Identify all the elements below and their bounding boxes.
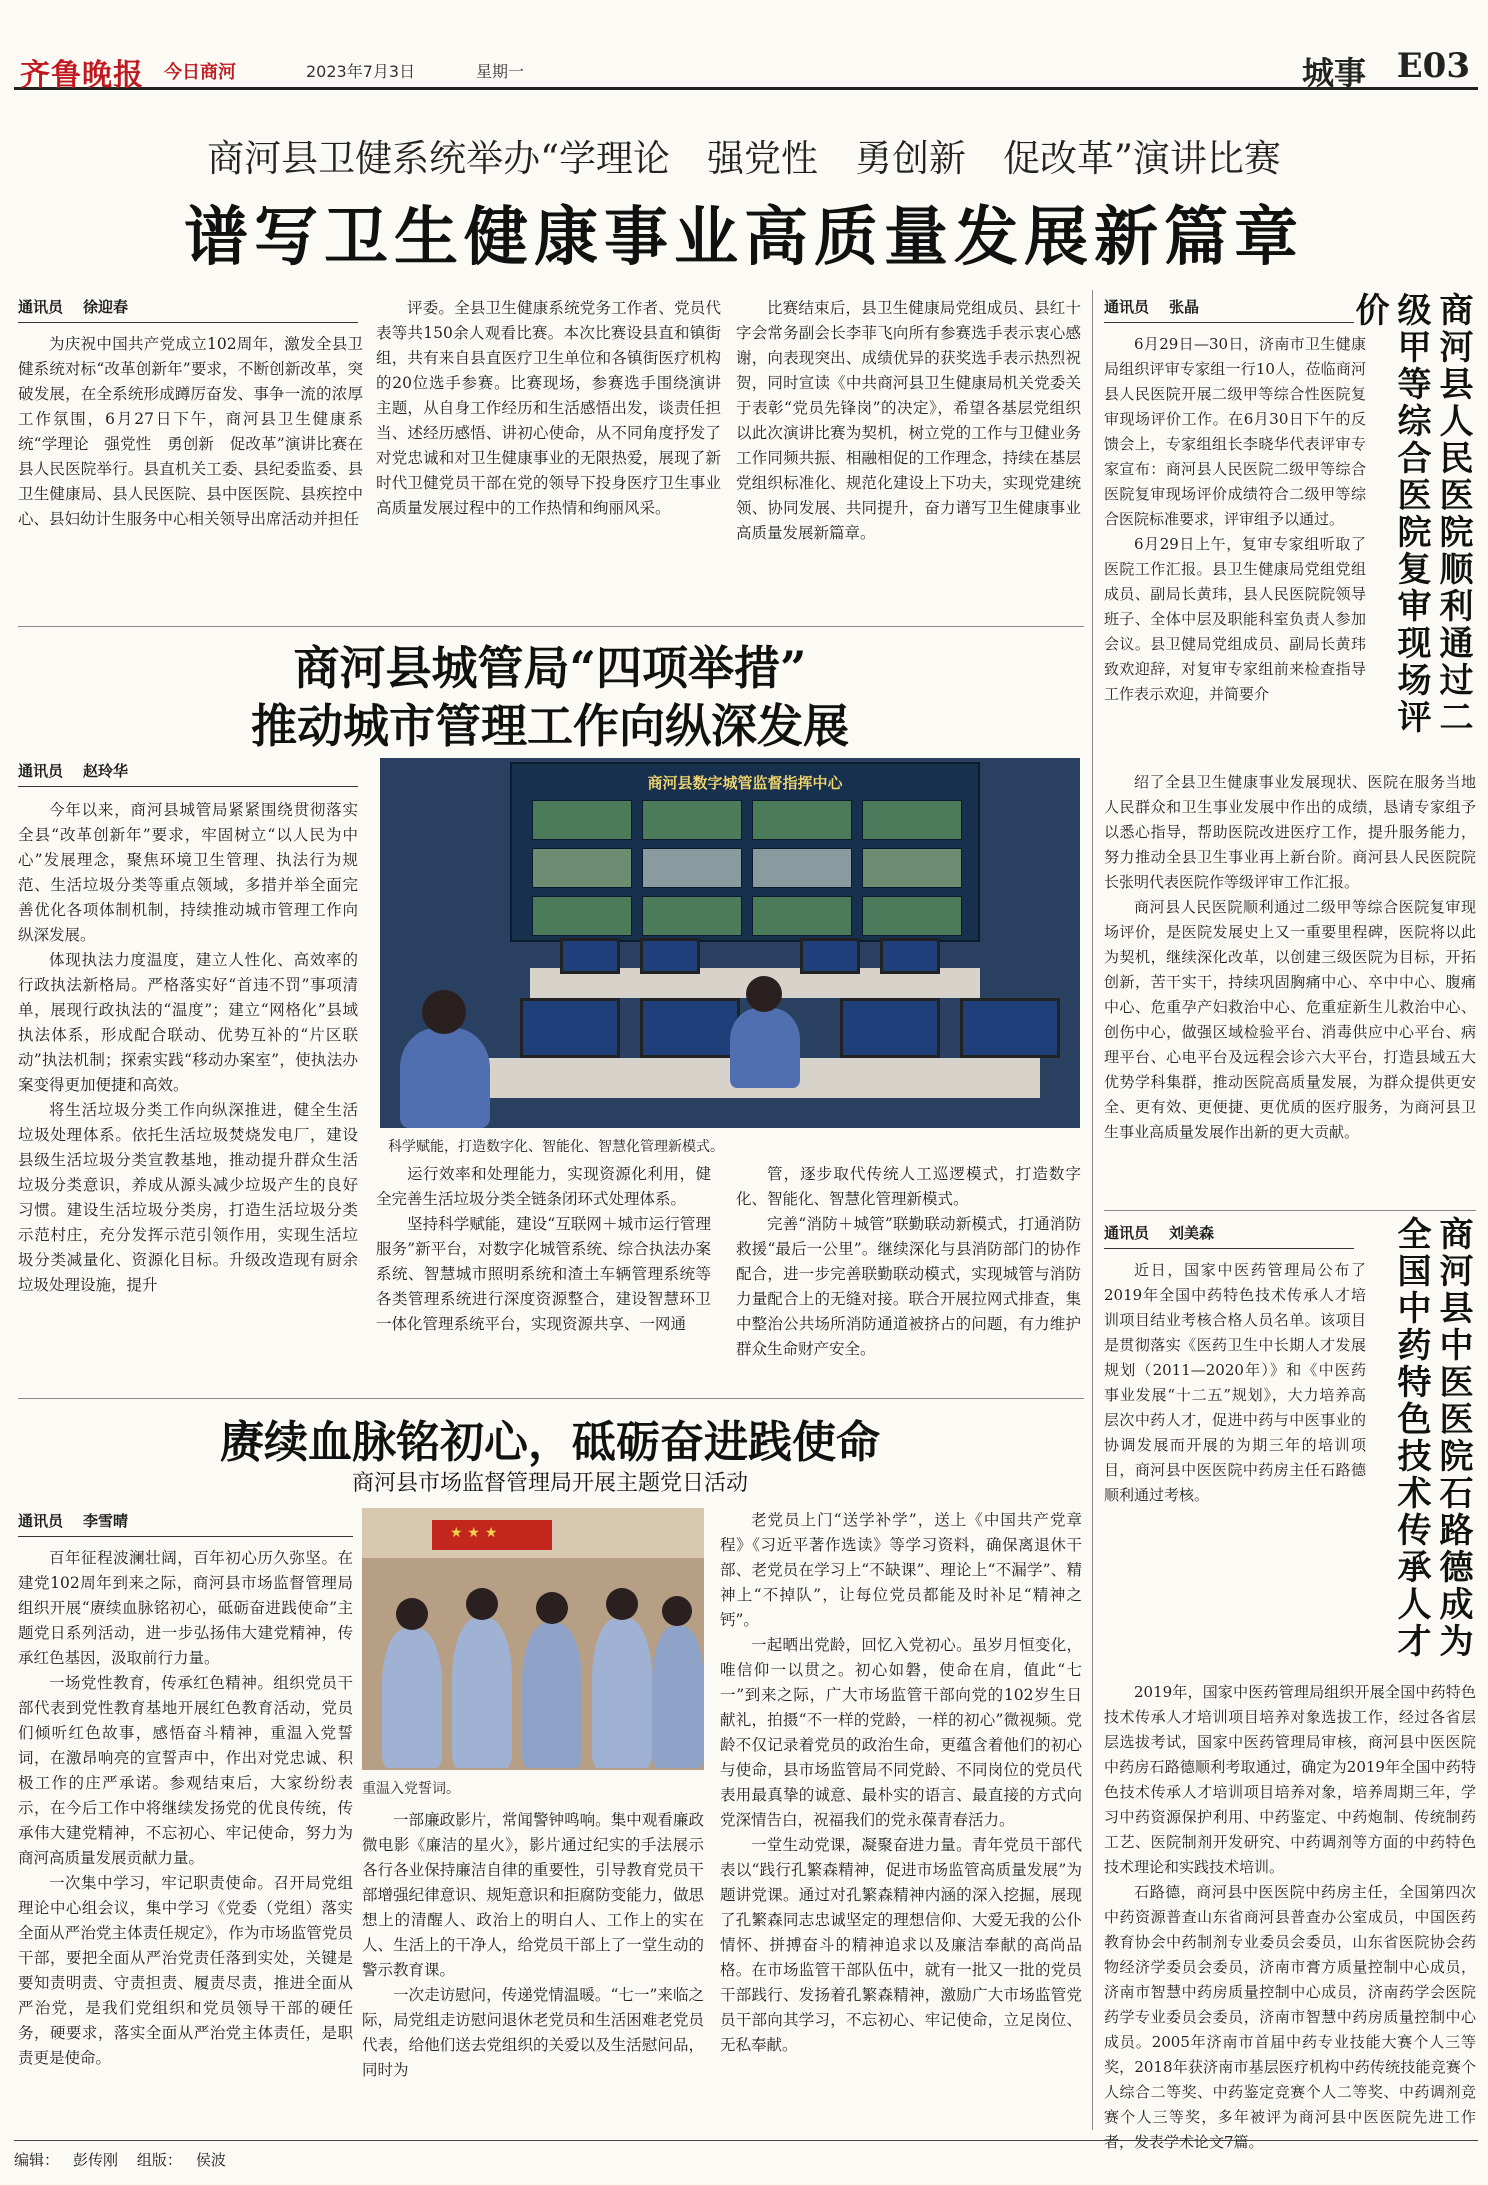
masthead (14, 44, 1478, 93)
byline-label: 通讯员 (1104, 298, 1150, 316)
wall-screen (642, 848, 742, 888)
banner-glyph: ★ ★ ★ (450, 1525, 498, 1541)
article4-byline (1104, 296, 1354, 323)
article4-bottom-rule (1104, 1210, 1476, 1211)
byline-name: 李雪晴 (83, 1512, 129, 1530)
article2-title-line2: 推动城市管理工作向纵深发展 (251, 699, 849, 753)
editor-name: 彭传刚 (73, 2151, 119, 2169)
article1-title: 谱写卫生健康事业高质量发展新篇章 (184, 200, 1304, 275)
oath-photo (362, 1508, 704, 1770)
article3-photo-caption: 重温入党誓词。 (362, 1781, 460, 1797)
member-head (536, 1592, 568, 1624)
article2-column-2: 运行效率和处理能力，实现资源化利用，健全完善生活垃圾分类全链条闭环式处理体系。 坚持科学赋能，建设“互联网＋城市运行管理服务”新平台，对数字化城管系统、综合执法办案系统、智慧城市照明系统和渣土车辆管理系统等各类管理系统进行深度资源整合，建设智慧环卫一体化管理系统平台，实现资源共享、一网通 (376, 1165, 711, 1333)
layout-name: 侯波 (195, 2151, 226, 2169)
wall-screen (532, 848, 632, 888)
byline-label: 通讯员 (18, 298, 64, 316)
article5-body-bottom: 2019年，国家中医药管理局组织开展全国中药特色技术传承人才培训项目培养对象选拔工作，经过各省层层选拔考试，国家中医药管理局审核，商河县中医医院中药房石路德顺利考取通过，确定为2019年全国中药特色技术传承人才培训项目培养对象，培养周期三年，学习中药资源保护利用、中药鉴定、中药炮制、传统制药工艺、医院制剂开发研究、中药调剂等方面的中药特色技术理论和实践技术培训。 石路德，商河县中医医院中药房主任，全国第四次中药资源普查山东省商河县普查办公室成员，中国医药教育协会中药制剂专业委员会委员，山东省医院协会药物经济学委员会委员，济南市膏方质量控制中心成员，济南市智慧中药房质量控制中心成员，济南药学会医院药学专业委员会委员，济南市智慧中药房质量控制中心成员。2005年济南市首届中药专业技能大赛个人三等奖，2018年获济南市基层医疗机构中药传统技能竞赛个人综合二等奖、中药鉴定竞赛个人二等奖、中药调剂竞赛个人三等奖，多年被评为商河县中医医院先进工作者，发表学术论文7篇。 (1104, 1683, 1476, 2151)
right-column-divider (1092, 290, 1093, 2130)
article2-column-1: 今年以来，商河县城管局紧紧围绕贯彻落实全县“改革创新年”要求，牢固树立“以人民为中心”发展理念，聚焦环境卫生管理、执法行为规范、生活垃圾分类等重点领域，多措并举全面完善优化各项体制机制，持续推动城市管理工作向纵深发展。 体现执法力度温度，建立人性化、高效率的行政执法新格局。严格落实好“首违不罚”事项清单，展现行政执法的“温度”；建立“网格化”县域执法体系，形成配合联动、优势互补的“片区联动”执法机制；探索实践“移动办案室”，使执法办案变得更加便捷和高效。 将生活垃圾分类工作向纵深推进，健全生活垃圾处理体系。依托生活垃圾焚烧发电厂，建设县级生活垃圾分类宣教基地，推动提升群众生活垃圾分类意识，养成从源头减少垃圾产生的良好习惯。建设生活垃圾分类房，打造生活垃圾分类示范村庄，充分发挥示范引领作用，实现生活垃圾分类减量化、资源化目标。升级改造现有厨余垃圾处理设施，提升 (18, 801, 358, 1294)
byline-name: 张晶 (1169, 298, 1200, 316)
monitor (640, 938, 700, 974)
page-number: E03 (1396, 46, 1470, 86)
party-member (592, 1618, 652, 1768)
article1-bottom-rule (18, 626, 1084, 627)
editor-label: 编辑： (14, 2151, 60, 2169)
article5-body-top: 近日，国家中医药管理局公布了2019年全国中药特色技术传承人才培训项目结业考核合格人员名单。该项目是贯彻落实《医药卫生中长期人才发展规划（2011—2020年）》和《中医药事业发展“十二五”规划》，大力培养高层次中药人才，促进中药与中医事业的协调发展而开展的为期三年的培训项目，商河县中医医院中药房主任石路德顺利通过考核。 (1104, 1261, 1366, 1504)
member-head (606, 1588, 638, 1620)
staff-person (730, 1008, 800, 1088)
byline-label: 通讯员 (18, 1512, 64, 1530)
wall-screen (642, 896, 742, 936)
article5-title: 商河县中医医院石路德成为全国中药特色技术传承人才 (1391, 1216, 1473, 1660)
party-member (382, 1628, 442, 1768)
byline-name: 徐迎春 (83, 298, 129, 316)
article4-body-top: 6月29日—30日，济南市卫生健康局组织评审专家组一行10人，莅临商河县人民医院开展二级甲等综合性医院复审现场评价工作。在6月30日下午的反馈会上，专家组组长李晓华代表评审专家宣布：商河县人民医院二级甲等综合医院复审现场评价成绩符合二级甲等综合医院标准要求，评审组予以通过。 6月29日上午，复审专家组听取了医院工作汇报。县卫生健康局党组党组成员、副局长黄玮，县人民医院院领导班子、全体中层及职能科室负责人参加会议。县卫健局党组成员、副局长黄玮致欢迎辞，对复审专家组前来检查指导工作表示欢迎，并简要介 (1104, 335, 1366, 703)
article2-bottom-rule (18, 1398, 1084, 1399)
edition-name: 今日商河 (164, 62, 236, 83)
staff-head (746, 976, 782, 1012)
newspaper-logo: 齐鲁晚报 (20, 58, 144, 93)
monitor (800, 938, 860, 974)
member-head (466, 1588, 498, 1620)
wall-screen (642, 800, 742, 840)
article3-title: 赓续血脉铭初心，砥砺奋进践使命 (220, 1417, 880, 1468)
wall-screen (752, 800, 852, 840)
member-head (662, 1596, 692, 1626)
monitor (640, 998, 740, 1058)
article2-byline (18, 760, 358, 787)
article1-column-3: 比赛结束后，县卫生健康局党组成员、县红十字会常务副会长李菲飞向所有参赛选手表示衷心感谢，向表现突出、成绩优异的获奖选手表示热烈祝贺，同时宣读《中共商河县卫生健康局机关党委关于表彰“党员先锋岗”的决定》，希望各基层党组织以此次演讲比赛为契机，树立党的工作与卫健业务工作同频共振、相融相促的工作理念，持续在基层党组织标准化、规范化建设上下功夫，实现党建统领、协同发展、共同提升，奋力谱写卫生健康事业高质量发展新篇章。 (736, 299, 1081, 542)
article1-subtitle: 商河县卫健系统举办“学理论 强党性 勇创新 促改革”演讲比赛 (207, 137, 1281, 180)
monitor (520, 998, 620, 1058)
article3-column-2: 一部廉政影片，常闻警钟鸣响。集中观看廉政微电影《廉洁的星火》，影片通过纪实的手法展示各行各业保持廉洁自律的重要性，引导教育党员干部增强纪律意识、规矩意识和拒腐防变能力，做思想上的清醒人、政治上的明白人、工作上的实在人、生活上的干净人，给党员干部上了一堂生动的警示教育课。 一次走访慰问，传递党情温暖。“七一”来临之际，局党组走访慰问退休老党员和生活困难老党员代表，给他们送去党组织的关爱以及生活慰问品，同时为 (362, 1811, 704, 2079)
monitor (880, 938, 940, 974)
staff-person (400, 1028, 490, 1128)
article4-body-bottom: 绍了全县卫生健康事业发展现状、医院在服务当地人民群众和卫生事业发展中作出的成绩，恳请专家组予以悉心指导，帮助医院改进医疗工作，提升服务能力，努力推动全县卫生事业再上新台阶。商河县人民医院院长张明代表医院作等级评审工作汇报。 商河县人民医院顺利通过二级甲等综合医院复审现场评价，是医院发展史上又一重要里程碑，医院将以此为契机，继续深化改革，以创建三级医院为目标，开拓创新，苦干实干，持续巩固胸痛中心、卒中中心、腹痛中心、危重孕产妇救治中心、危重症新生儿救治中心、创伤中心，做强区域检验平台、消毒供应中心平台、病理平台、心电平台及远程会诊六大平台，打造县域五大优势学科集群，推动医院高质量发展，为群众提供更安全、更有效、更便捷、更优质的医疗服务，为商河县卫生事业高质量发展作出新的更大贡献。 (1104, 773, 1476, 1141)
staff-head (422, 990, 466, 1034)
article3-column-3: 老党员上门“送学补学”，送上《中国共产党章程》《习近平著作选读》等学习资料，确保离退休干部、老党员在学习上“不缺课”、理论上“不漏学”、精神上“不掉队”，让每位党员都能及时补足“精神之钙”。 一起晒出党龄，回忆入党初心。虽岁月恒变化，唯信仰一以贯之。初心如磐，使命在肩，值此“七一”到来之际，广大市场监管干部向党的102岁生日献礼，拍摄“不一样的党龄，一样的初心”微视频。党龄不仅记录着党员的政治生命，更蕴含着他们的初心与使命，县市场监管局不同党龄、不同岗位的党员代表用最真挚的诚意、最朴实的语言、最直接的方式向党深情告白，祝福我们的党永葆青春活力。 一堂生动党课，凝聚奋进力量。青年党员干部代表以“践行孔繁森精神，促进市场监管高质量发展”为题讲党课。通过对孔繁森精神内涵的深入挖掘，展现了孔繁森同志忠诚坚定的理想信仰、大爱无我的公仆情怀、拼搏奋斗的精神追求以及廉洁奉献的高尚品格。在市场监管干部队伍中，就有一批又一批的党员干部践行、发扬着孔繁森精神，激励广大市场监管党员干部向其学习，不忘初心、牢记使命，立足岗位、无私奉献。 (720, 1511, 1082, 2054)
monitor (560, 938, 620, 974)
member-head (396, 1598, 428, 1630)
article4-title: 商河县人民医院顺利通过二级甲等综合医院复审现场评价 (1349, 292, 1473, 736)
wall-screen (752, 896, 852, 936)
party-member (522, 1623, 582, 1768)
wall-screen (862, 896, 962, 936)
wall-screen (532, 896, 632, 936)
article1-column-1: 为庆祝中国共产党成立102周年，激发全县卫健系统对标“改革创新年”要求，不断创新改革，突破发展，在全系统形成蹲厉奋发、事争一流的浓厚工作氛围，6月27日下午，商河县卫生健康系统“学理论 强党性 勇创新 促改革”演讲比赛在县人民医院举行。县直机关工委、县纪委监委、县卫生健康局、县人民医院、县中医医院、县疾控中心、县妇幼计生服务中心相关领导出席活动并担任 (18, 335, 363, 528)
wall-screen (862, 800, 962, 840)
wall-screen (752, 848, 852, 888)
article3-column-1: 百年征程波澜壮阔，百年初心历久弥坚。在建党102周年到来之际，商河县市场监督管理局组织开展“赓续血脉铭初心，砥砺奋进践使命”主题党日系列活动，进一步弘扬伟大建党精神，传承红色基因，汲取前行力量。 一场党性教育，传承红色精神。组织党员干部代表到党性教育基地开展红色教育活动，党员们倾听红色故事，感悟奋斗精神，重温入党誓词，在激昂响亮的宣誓声中，作出对党忠诚、积极工作的庄严承诺。参观结束后，大家纷纷表示，在今后工作中将继续发扬党的优良传统，传承伟大建党精神，不忘初心、牢记使命，努力为商河高质量发展贡献力量。 一次集中学习，牢记职责使命。召开局党组理论中心组会议，集中学习《党委（党组）落实全面从严治党主体责任规定》，作为市场监管党员干部，要把全面从严治党责任落到实处，关键是要知责明责、守责担责、履责尽责，推进全面从严治党，是我们党组织和党员领导干部的硬任务，硬要求，落实全面从严治党主体责任，是职责更是使命。 (18, 1549, 353, 2067)
photo-banner-text: 商河县数字城管监督指挥中心 (647, 774, 843, 792)
monitor (960, 998, 1060, 1058)
video-wall (510, 762, 980, 942)
article2-title-line1: 商河县城管局“四项举措” (293, 641, 807, 695)
layout-label: 组版： (136, 2151, 182, 2169)
wall-screen (862, 848, 962, 888)
article1-byline (18, 296, 358, 323)
command-center-photo (380, 758, 1080, 1128)
issue-date: 2023年7月3日 (306, 62, 416, 81)
article2-column-3: 管，逐步取代传统人工巡逻模式，打造数字化、智能化、智慧化管理新模式。 完善“消防＋城管”联勤联动新模式，打通消防救援“最后一公里”。继续深化与县消防部门的协作配合，进一步完善联勤联动模式，实现城管与消防力量配合上的无缝对接。联合开展拉网式排查，集中整治公共场所消防通道被挤占的问题，有力维护群众生命财产安全。 (736, 1165, 1081, 1358)
byline-name: 刘美森 (1169, 1224, 1215, 1242)
party-member (452, 1618, 512, 1768)
issue-weekday: 星期一 (476, 62, 525, 81)
byline-label: 通讯员 (1104, 1224, 1150, 1242)
page-footer (14, 2140, 1478, 2170)
article5-byline (1104, 1222, 1354, 1249)
byline-name: 赵玲华 (83, 762, 129, 780)
party-member (652, 1626, 704, 1768)
article3-byline (18, 1510, 353, 1537)
article3-subtitle: 商河县市场监督管理局开展主题党日活动 (351, 1471, 748, 1496)
monitor (840, 998, 940, 1058)
section-name: 城事 (1301, 54, 1366, 92)
byline-label: 通讯员 (18, 762, 64, 780)
wall-screen (532, 800, 632, 840)
article2-photo-caption: 科学赋能，打造数字化、智能化、智慧化管理新模式。 (388, 1139, 724, 1155)
article1-column-2: 评委。全县卫生健康系统党务工作者、党员代表等共150余人观看比赛。本次比赛设县直和镇街组，共有来自县直医疗卫生单位和各镇街医疗机构的20位选手参赛。比赛现场，参赛选手围绕演讲主题，从自身工作经历和生活感悟出发，谈责任担当、述经历感悟、讲初心使命，从不同角度抒发了对党忠诚和对卫生健康事业的无限热爱，展现了新时代卫健党员干部在党的领导下投身医疗卫生事业高质量发展过程中的工作热情和绚丽风采。 (376, 299, 721, 517)
